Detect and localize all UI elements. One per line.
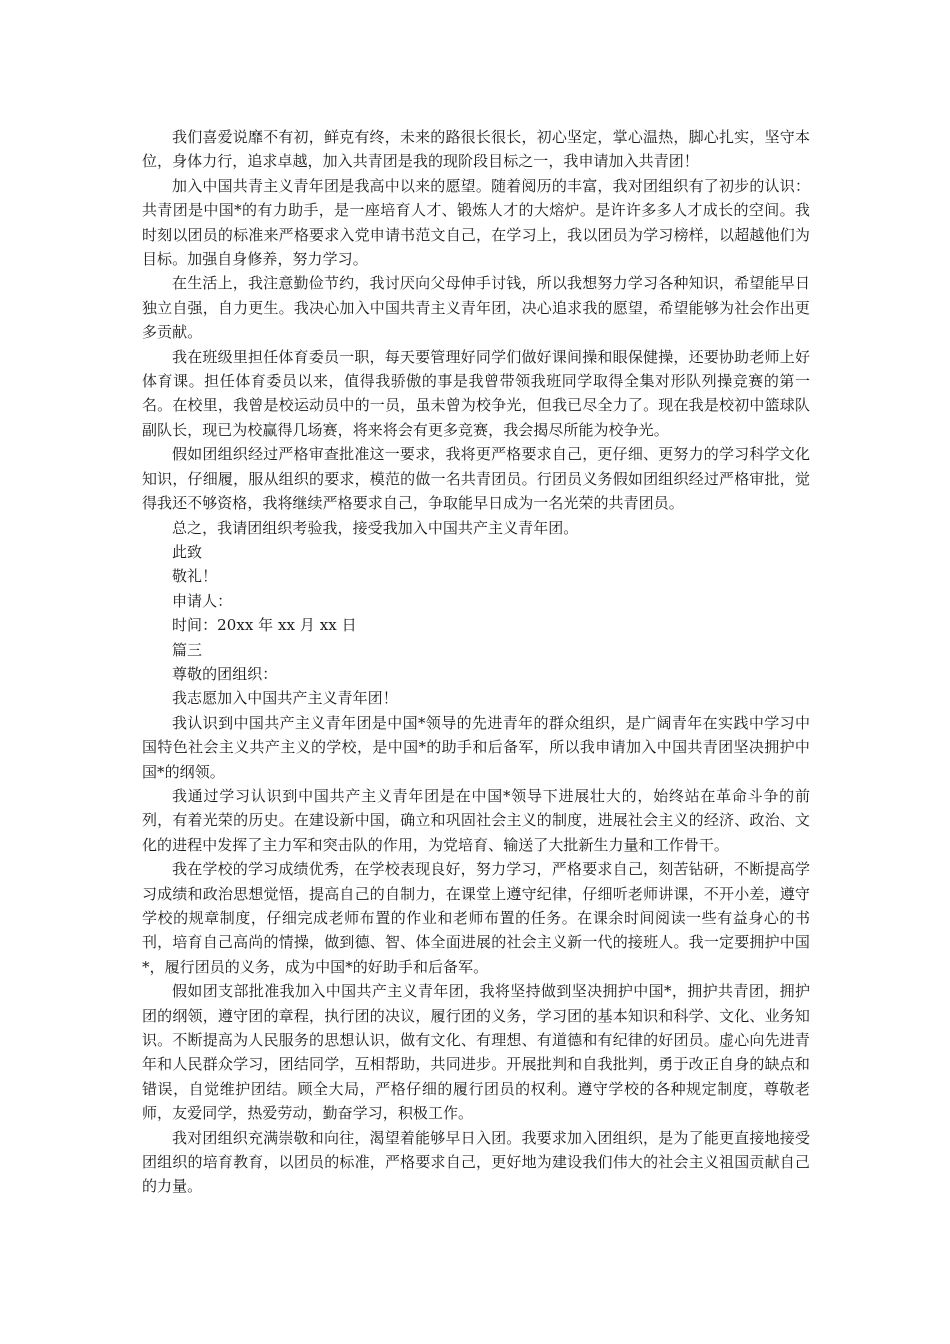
applicant-label: 申请人：: [172, 591, 233, 610]
paragraph-6: 我认识到中国共产主义青年团是中国*领导的先进青年的群众组织，是广阔青年在实践中学习中国特色社会主义共产主义的学校，是中国*的助手和后备军，所以我申请加入中国共青团坚决拥护中国*的纲领。: [142, 713, 810, 781]
paragraph-2: 加入中国共青主义青年团是我高中以来的愿望。随着阅历的丰富，我对团组织有了初步的认识：共青团是中国*的有力助手，是一座培育人才、锻炼人才的大熔炉。是许许多多人才成长的空间。我时刻以团员的标准来严格要求入党申请书范文自己，在学习上，我以团员为学习榜样，以超越他们为目标。加强自身修养，努力学习。: [142, 176, 810, 269]
paragraph-conclusion: 总之，我请团组织考验我，接受我加入中国共产主义青年团。: [172, 518, 579, 537]
document-body: [142, 125, 810, 1199]
paragraph-5: 假如团组织经过严格审查批准这一要求，我将更严格要求自己，更仔细、更努力的学习科学文化知识，仔细履，服从组织的要求，模范的做一名共青团员。行团员义务假如团组织经过严格审批，觉得我还不够资格，我将继续严格要求自己，争取能早日成为一名光荣的共青团员。: [142, 445, 810, 513]
paragraph-4: 我在班级里担任体育委员一职，每天要管理好同学们做好课间操和眼保健操，还要协助老师上好体育课。担任体育委员以来，值得我骄傲的事是我曾带领我班同学取得全集对形队列操竞赛的第一名。在校里，我曾是校运动员中的一员，虽未曾为校争光，但我已尽全力了。现在我是校初中篮球队副队长，现已为校赢得几场赛，将来将会有更多竞赛，我会揭尽所能为校争光。: [142, 347, 810, 439]
statement-line: 我志愿加入中国共产主义青年团！: [172, 689, 398, 708]
paragraph-9: 假如团支部批准我加入中国共产主义青年团，我将坚持做到坚决拥护中国*，拥护共青团，拥护团的纲领，遵守团的章程，执行团的决议，履行团的义务，学习团的基本知识和科学、文化、业务知识。不断提高为人民服务的思想认识，做有文化、有理想、有道德和有纪律的好团员。虚心向先进青年和人民群众学习，团结同学，互相帮助，共同进步。开展批判和自我批判，勇于改正自身的缺点和错误，自觉维护团结。顾全大局，严格仔细的履行团员的权利。遵守学校的各种规定制度，尊敬老师，友爱同学，热爱劳动，勤奋学习，积极工作。: [142, 982, 810, 1123]
paragraph-1: 我们喜爱说靡不有初，鲜克有终，未来的路很长很长，初心坚定，掌心温热，脚心扎实，坚守本位，身体力行，追求卓越，加入共青团是我的现阶段目标之一，我申请加入共青团！: [142, 128, 810, 171]
date-line: 时间：20xx 年 xx 月 xx 日: [172, 616, 357, 635]
paragraph-7: 我通过学习认识到中国共产主义青年团是在中国*领导下进展壮大的，始终站在革命斗争的前列，有着光荣的历史。在建设新中国，确立和巩固社会主义的制度，进展社会主义的经济、政治、文化的进程中发挥了主力军和突击队的作用，为党培育、输送了大批新生力量和工作骨干。: [142, 786, 810, 854]
paragraph-8: 我在学校的学习成绩优秀，在学校表现良好，努力学习，严格要求自己，刻苦钻研，不断提高学习成绩和政治思想觉悟，提高自己的自制力，在课堂上遵守纪律，仔细听老师讲课，不开小差，遵守学校的规章制度，仔细完成老师布置的作业和老师布置的任务。在课余时间阅读一些有益身心的书刊，培育自己高尚的情操，做到德、智、体全面进展的社会主义新一代的接班人。我一定要拥护中国*，履行团员的义务，成为中国*的好助手和后备军。: [142, 860, 810, 976]
paragraph-3: 在生活上，我注意勤俭节约，我讨厌向父母伸手讨钱，所以我想努力学习各种知识，希望能早日独立自强，自力更生。我决心加入中国共青主义青年团，决心追求我的愿望，希望能够为社会作出更多贡献。: [142, 274, 810, 342]
closing-salutation: 此致: [172, 542, 203, 561]
section-heading: 篇三: [172, 640, 203, 659]
greeting-line: 尊敬的团组织：: [172, 664, 278, 683]
paragraph-10: 我对团组织充满崇敬和向往，渴望着能够早日入团。我要求加入团组织，是为了能更直接地接受团组织的培育教育，以团员的标准，严格要求自己，更好地为建设我们伟大的社会主义祖国贡献自己的力量。: [142, 1128, 810, 1196]
closing-regards: 敬礼！: [172, 567, 218, 586]
